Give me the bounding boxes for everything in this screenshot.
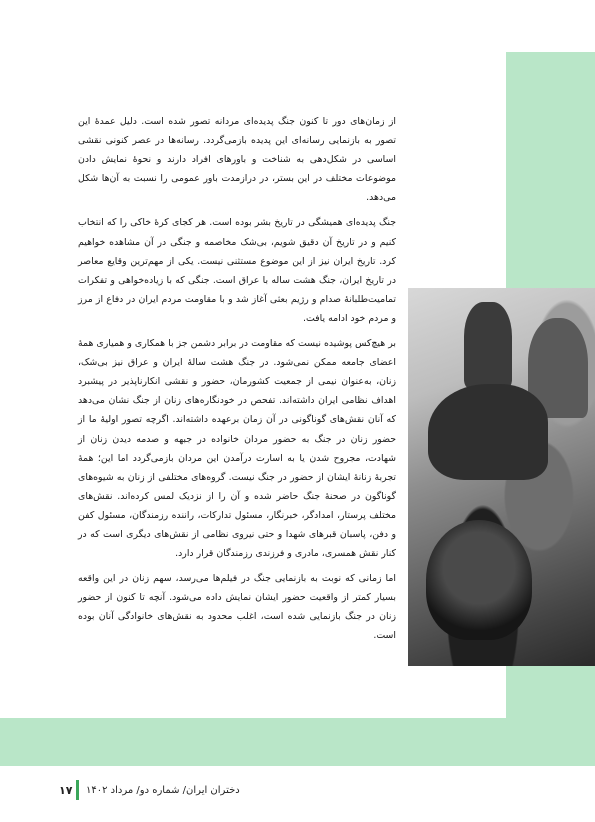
page-number: ۱۷ <box>59 783 73 797</box>
article-paragraph-3: بر هیچ‌کس پوشیده نیست که مقاومت در برابر دشمن جز با همکاری و همیاری همهٔ اعضای جامعه ممکن نمی‌شود. در جنگ هشت سالهٔ ایران و عراق نیز بی‌شک، زنان، به‌عنوان نیمی از جمعیت کشورمان، حضور و نقشی انکارناپذیر در پیشبرد اهداف نظامی ایران داشته‌اند. تفحص در خودنگاره‌های زنان از جنگ نشان می‌دهد که آنان نقش‌های گوناگونی در آن زمان برعهده داشته‌اند. اگرچه تصور اولیهٔ ما از حضور زنان در جنگ به حضور مردان خانواده در جبهه و صدمه دیدن زنان از شهادت، مجروح شدن یا به اسارت درآمدن این مردان بازمی‌گردد اما این؛ همهٔ تجربهٔ زنانهٔ ایشان از حضور در جنگ نیست. گروه‌های مختلفی از زنان به شیوه‌های گوناگون در صحنهٔ جنگ حاضر شده و آن را از نزدیک لمس کرده‌اند. نقش‌های مختلف پرستار، امدادگر، خبرنگار، مسئول تدارکات، راننده رزمندگان، مسئول کفن و دفن، پاسبان قبرهای شهدا و حتی نیروی نظامی از نقش‌های دیگری است که در کنار نقش همسری، مادری و فرزندی رزمندگان قرار دارد. <box>78 338 396 560</box>
photo-figure-woman-bending <box>428 384 548 480</box>
publication-info: دختران ایران/ شماره دو/ مرداد ۱۴۰۲ <box>86 784 240 796</box>
decorative-green-band-bottom <box>0 718 595 766</box>
photo-figure-woman-left <box>464 302 512 388</box>
article-paragraph-2: جنگ پدیده‌ای همیشگی در تاریخ بشر بوده است. هر کجای کرهٔ خاکی را که انتخاب کنیم و در تاریخ آن دقیق شویم، بی‌شک مخاصمه و جنگی در آن مشاهده خواهیم کرد. تاریخ ایران نیز از این موضوع مستثنی نیست. یکی از مهم‌ترین وقایع معاصر در تاریخ ایران، جنگ هشت ساله با عراق است. جنگی که با زیاده‌خواهی و تفکرات تمامیت‌طلبانهٔ صدام و رژیم بعثی آغاز شد و با مقاومت مردم ایران در دفاع از مرز و مردم خود ادامه یافت. <box>78 217 396 324</box>
photo-basket <box>426 520 532 640</box>
article-paragraph-1: از زمان‌های دور تا کنون جنگ پدیده‌ای مردانه تصور شده است. دلیل عمدهٔ این تصور به بازنمایی رسانه‌ای این پدیده بازمی‌گردد. رسانه‌ها در عصر کنونی نقشی اساسی در شکل‌دهی به شناخت و باورهای افراد دارند و نحوهٔ نمایش دادن موضوعات مختلف در این بستر، در درازمدت باور عمومی را نسبت به آن‌ها شکل می‌دهد. <box>78 116 396 204</box>
footer-divider <box>76 780 79 800</box>
article-body <box>78 112 396 652</box>
article-paragraph-4: اما زمانی که نوبت به بازنمایی جنگ در فیلم‌ها می‌رسد، سهم زنان در این واقعه بسیار کمتر از واقعیت حضور ایشان نمایش داده می‌شود. آنچه تا کنون از حضور زنان در جنگ بازنمایی شده است، اغلب محدود به نقش‌های خانوادگی آنان بوده است. <box>78 573 396 642</box>
war-women-photo <box>408 288 595 666</box>
